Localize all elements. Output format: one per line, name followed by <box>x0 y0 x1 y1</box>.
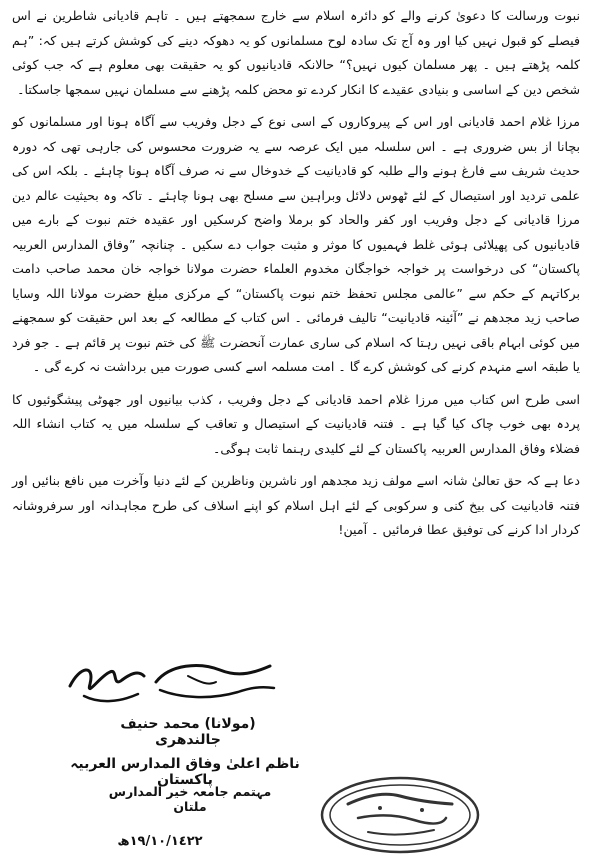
signatory-role-secondary: مہتمم جامعہ خیر المدارس ملتان <box>108 784 272 814</box>
paragraph-3: اسی طرح اس کتاب میں مرزا غلام احمد قادیانی کے دجل وفریب ، کذب بیانیوں اور جھوٹی پیشگوئیوں کا پردہ بھی خوب چاک کیا گیا ہے ۔ فتنہ قادیانیت کے استیصال و تعاقب کے سلسلہ میں یہ کتاب انشاء اللہ فضلاء وفاق المدارس العربیہ پاکستان کے لئے کلیدی رہنما ثابت ہوگی۔ <box>12 391 580 456</box>
paragraph-1: نبوت ورسالت کا دعویٰ کرنے والے کو دائرہ اسلام سے خارج سمجھتے ہیں ۔ تاہم قادیانی شاطرین نے اس فیصلے کو قبول نہیں کیا اور وہ آج تک سادہ لوح مسلمانوں کو یہ دھوکہ دینے کی کوشش کرتے ہیں کہ: ”ہم کلمہ پڑھتے ہیں ۔ پھر مسلمان کیوں نہیں؟“ حالانکہ قادیانیوں کو یہ حقیقت بھی معلوم ہے کہ جب کوئی شخص دین کے اساسی و بنیادی عقیدے کا انکار کردے تو محض کلمہ پڑھنے سے مسلمان نہیں سمجھا جاسکتا۔ <box>12 8 580 97</box>
paragraph-2: مرزا غلام احمد قادیانی اور اس کے پیروکاروں کے اسی نوع کے دجل وفریب سے آگاہ ہونا اور مسلمانوں کو بچانا از بس ضروری ہے ۔ اس سلسلہ میں ایک عرصہ سے یہ ضرورت محسوس کی جارہی تھی کہ دورہ حدیث شریف سے فارغ ہونے والے طلبہ کو قادیانیت کے خدوخال سے نہ صرف آگاہ ہونا چاہئے ۔ بلکہ اس کی علمی تردید اور استیصال کے لئے ٹھوس دلائل وبراہین سے مسلح بھی ہونا چاہئے ۔ تاکہ وہ بحیثیت عالم دین مرزا قادیانی کے دجل وفریب اور کفر والحاد کو برملا واضح کرسکیں اور عقیدہ ختم نبوت کے بارے میں قادیانیوں کی پھیلائی ہوئی غلط فہمیوں کا موثر و مثبت جواب دے سکیں ۔ چنانچہ ”وفاق المدارس العربیہ پاکستان“ کی درخواست پر خواجہ خواجگان مخدوم العلماء حضرت مولانا خواجہ خان محمد صاحب دامت برکاتہم کے حکم سے ”عالمی مجلس تحفظ ختم نبوت پاکستان“ کے مرکزی مبلغ حضرت مولانا اللہ وسایا صاحب زید مجدھم نے ”آئینہ قادیانیت“ تالیف فرمائی ۔ اس کتاب کے مطالعہ کے بعد اس حقیقت کو سمجھنے میں کوئی ابہام باقی نہیں رہتا کہ اسلام کی ساری عمارت آنحضرت ﷺ کی ختم نبوت پر قائم ہے ۔ جو فرد یا طبقہ اسے منہدم کرنے کی کوشش کرے گا ۔ امت مسلمہ اسے کسی صورت میں برداشت نہ کرے گی ۔ <box>12 114 580 374</box>
paragraph-4: دعا ہے کہ حق تعالیٰ شانہ اسے مولف زید مجدھم اور ناشرین وناظرین کے لئے دنیا وآخرت میں نافع بنائیں اور فتنہ قادیانیت کی بیخ کنی و سرکوبی کے لئے اہل اسلام کو اپنے اسلاف کی طرح مجاہدانہ اور سرفروشانہ کردار ادا کرنے کی توفیق عطا فرمائیں ۔ آمین! <box>12 473 580 537</box>
document-date: ١٩/١٠/١٤٢٢ھ <box>117 834 203 849</box>
signature-block <box>0 640 590 868</box>
official-stamp <box>318 774 482 856</box>
handwritten-signature <box>60 646 280 716</box>
body-text <box>12 4 580 543</box>
signatory-role: ناظم اعلیٰ وفاق المدارس العربیہ پاکستان <box>70 756 300 788</box>
signatory-name: (مولانا) محمد حنیف جالندھری <box>120 716 256 748</box>
